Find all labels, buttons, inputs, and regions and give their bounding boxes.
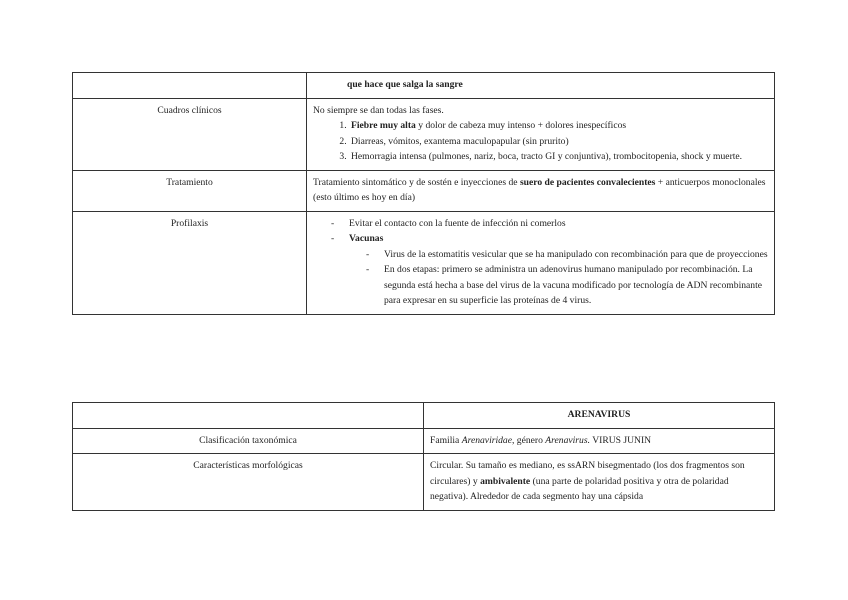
vacunas-sublist [349,247,768,309]
list-item [349,118,768,134]
item-bold: Fiebre muy alta [351,120,416,131]
table-row [73,428,775,454]
list-item: - Evitar el contacto con la fuente de infección ni comerlos [331,216,768,232]
list-item: - Virus de la estomatitis vesicular que se ha manipulado con recombinación para que de proyecciones [366,247,768,263]
morfologia-content [424,454,775,511]
clas-family: Arenaviridae [461,434,512,446]
item-text: y dolor de cabeza muy intenso + dolores inespecíficos [415,120,627,131]
list-item [331,231,768,309]
clasificacion-content [424,428,775,454]
header-empty-cell [73,403,424,429]
table-ebola-continuation [72,72,775,315]
list-item: 2. Diarreas, vómitos, exantema maculopapular (sin prurito) [349,134,768,150]
cuadros-content [307,98,775,170]
row-label-tratamiento: Tratamiento [73,170,307,211]
table-arenavirus [72,402,775,511]
vacunas-heading: Vacunas [349,233,384,244]
tratamiento-text-end: + anticuerpos monoclonales (esto último es hoy en día) [313,176,766,203]
table-row [73,211,775,314]
table-row [73,454,775,511]
clas-text: , género [511,434,546,446]
header-continuation-cell [307,73,775,99]
clas-genus: Arenavirus. [545,434,590,446]
header-cell [424,403,775,429]
profilaxis-content [307,211,775,314]
table-row [73,73,775,99]
row-label-profilaxis: Profilaxis [73,211,307,314]
list-item: 3. Hemorragia intensa (pulmones, nariz, boca, tracto GI y conjuntiva), trombocitopenia, shock y muerte. [349,149,768,165]
row-label-clasificacion: Clasificación taxonómica [73,428,424,454]
morf-text: Circular. Su tamaño es mediano, es ssARN bisegmentado (los dos fragmentos son circulares) y [430,460,745,487]
morf-bold: ambivalente [480,475,531,487]
cuadros-list [313,118,768,165]
tratamiento-text: Tratamiento sintomático y de sostén e inyecciones de [313,176,520,188]
row-label-cuadros: Cuadros clínicos [73,98,307,170]
clas-text: VIRUS JUNIN [589,434,652,446]
tratamiento-content [307,170,775,211]
table-title: ARENAVIRUS [567,409,631,420]
table-row [73,170,775,211]
clas-text: Familia [430,434,462,446]
table-row [73,98,775,170]
morf-text-end: (una parte de polaridad positiva y otra de polaridad negativa). Alrededor de cada segmento hay una cápsida [430,475,729,502]
tratamiento-bold: suero de pacientes convalecientes [519,176,656,188]
table-row [73,403,775,429]
header-empty-cell [73,73,307,99]
cuadros-intro: No siempre se dan todas las fases. [313,104,444,116]
header-continuation-text: que hace que salga la sangre [347,79,463,90]
list-item: - En dos etapas: primero se administra un adenovirus humano manipulado por recombinación. La segunda está hecha a base del virus de la vacuna modificado por tecnología de ADN recombinante para expresar en su superficie las proteínas de 4 virus. [366,262,768,309]
row-label-morfologia: Características morfológicas [73,454,424,511]
profilaxis-list [313,216,768,309]
